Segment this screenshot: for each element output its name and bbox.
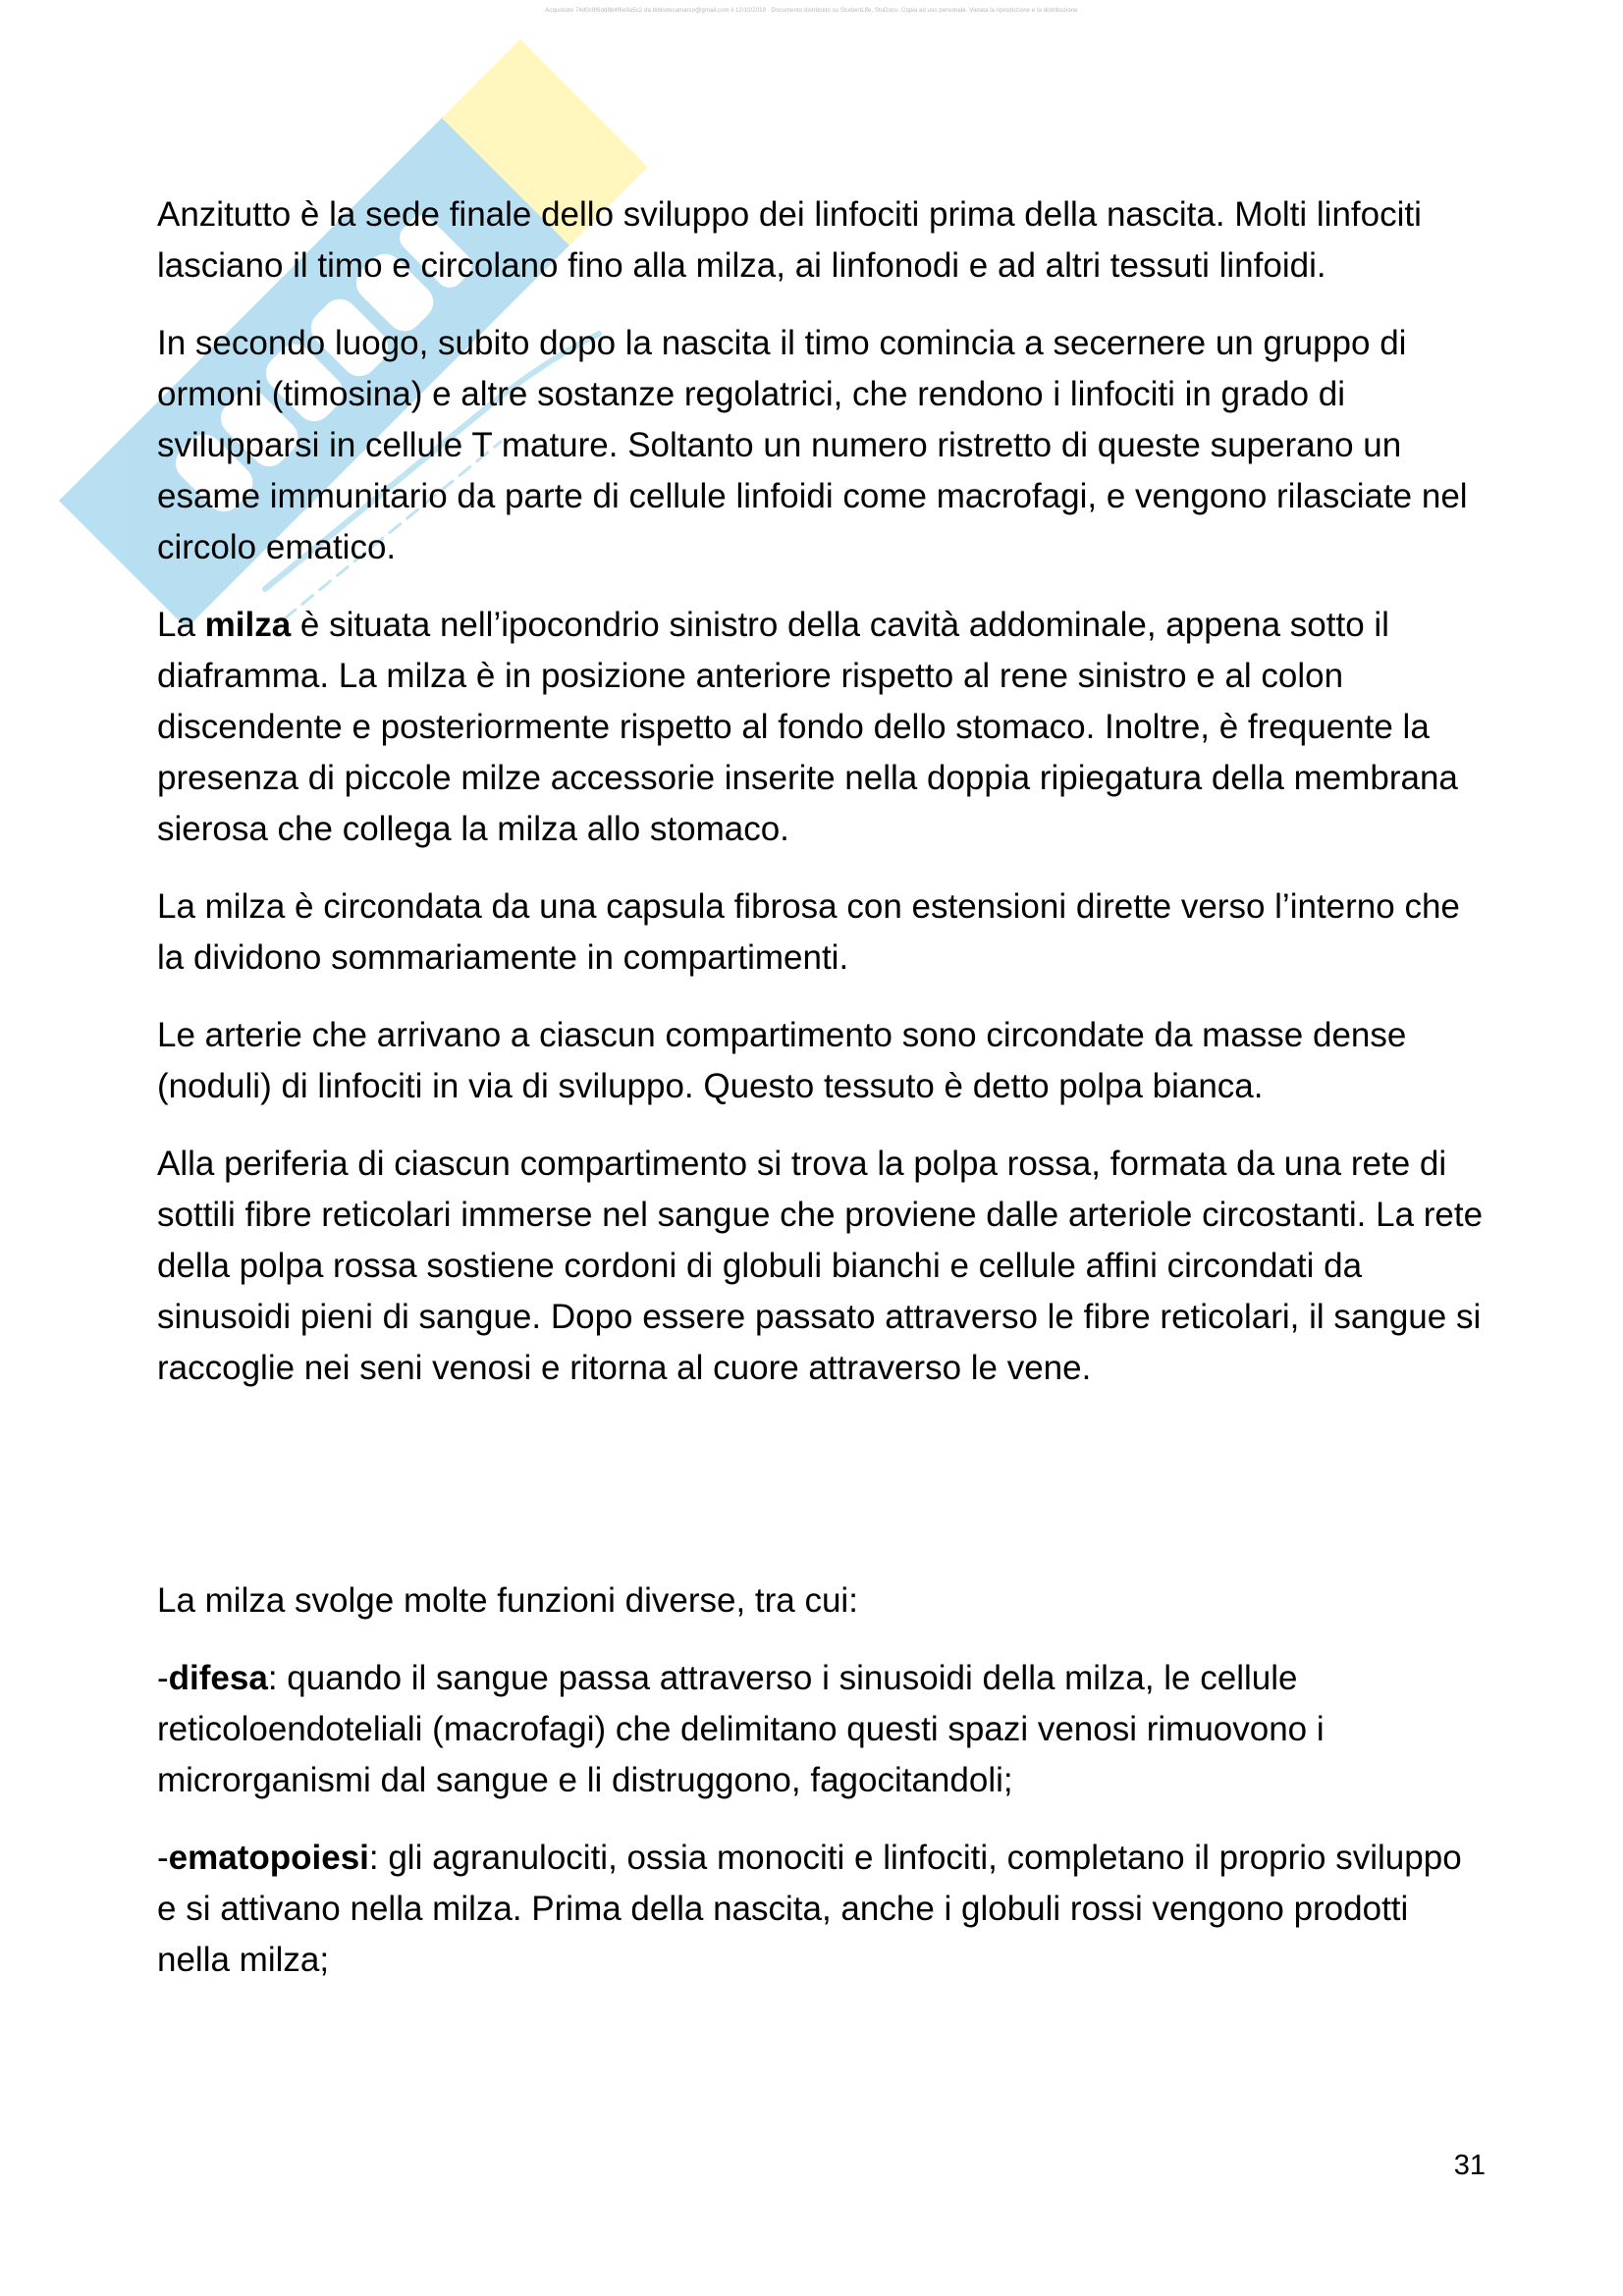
document-body [157,189,1488,2012]
paragraph-p1 [157,189,1488,292]
paragraph-p8 [157,1653,1488,1806]
paragraph-p7 [157,1575,1488,1627]
paragraph-p2 [157,318,1488,573]
text-run: : quando il sangue passa attraverso i sinusoidi della milza, le cellule reticoloendoteliali (macrofagi) che delimitano questi spazi venosi rimuovono i microrganismi dal sangue e li distruggono, fagocitandoli; [157,1659,1325,1799]
text-run: La [157,606,205,644]
text-run: è situata nell’ipocondrio sinistro della cavità addominale, appena sotto il diaframma. La milza è in posizione anteriore rispetto al rene sinistro e al colon discendente e posteriormente rispetto al fondo dello stomaco. Inoltre, è frequente la presenza di piccole milze accessorie inserite nella doppia ripiegatura della membrana sierosa che collega la milza allo stomaco. [157,606,1458,848]
text-run: In secondo luogo, subito dopo la nascita il timo comincia a secernere un gruppo di ormoni (timosina) e altre sostanze regolatrici, che rendono i linfociti in grado di svilupparsi in cellule T mature. Soltanto un numero ristretto di queste superano un esame immunitario da parte di cellule linfoidi come macrofagi, e vengono rilasciate nel circolo ematico. [157,324,1468,566]
paragraph-p4 [157,881,1488,984]
text-run: La milza svolge molte funzioni diverse, tra cui: [157,1581,858,1620]
text-run: La milza è circondata da una capsula fibrosa con estensioni dirette verso l’interno che la dividono sommariamente in compartimenti. [157,887,1460,977]
text-run: - [157,1839,169,1877]
paragraph-p5 [157,1010,1488,1112]
text-run: - [157,1659,169,1697]
paragraph-p9 [157,1833,1488,1986]
bold-term: ematopoiesi [168,1839,369,1877]
text-run: Anzitutto è la sede finale dello sviluppo dei linfociti prima della nascita. Molti linfociti lasciano il timo e circolano fino alla milza, ai linfonodi e ad altri tessuti linfoidi. [157,195,1422,285]
text-run: Alla periferia di ciascun compartimento si trova la polpa rossa, formata da una rete di sottili fibre reticolari immerse nel sangue che proviene dalle arteriole circostanti. La rete della polpa rossa sostiene cordoni di globuli bianchi e cellule affini circondati da sinusoidi pieni di sangue. Dopo essere passato attraverso le fibre reticolari, il sangue si raccoglie nei seni venosi e ritorna al cuore attraverso le vene. [157,1145,1484,1387]
paragraph-p6 [157,1139,1488,1394]
document-header-notice: Acquistato 74d0c9f6dd8b4f6e9a5c2 da bibliotecamarco@gmail.com il 12/10/2019 · Documento distribuito su StudentLife, StuDocu. Copia ad uso personale. Vietata la riproduzione e la distribuzione [545,8,1078,14]
bold-term: difesa [168,1659,268,1697]
page-number: 31 [1453,2150,1486,2181]
text-run: : gli agranulociti, ossia monociti e linfociti, completano il proprio sviluppo e si attivano nella milza. Prima della nascita, anche i globuli rossi vengono prodotti nella milza; [157,1839,1462,1979]
section-gap [157,1420,1488,1575]
bold-term: milza [204,606,292,644]
paragraph-p3 [157,600,1488,855]
text-run: Le arterie che arrivano a ciascun compartimento sono circondate da masse dense (noduli) di linfociti in via di sviluppo. Questo tessuto è detto polpa bianca. [157,1016,1407,1105]
